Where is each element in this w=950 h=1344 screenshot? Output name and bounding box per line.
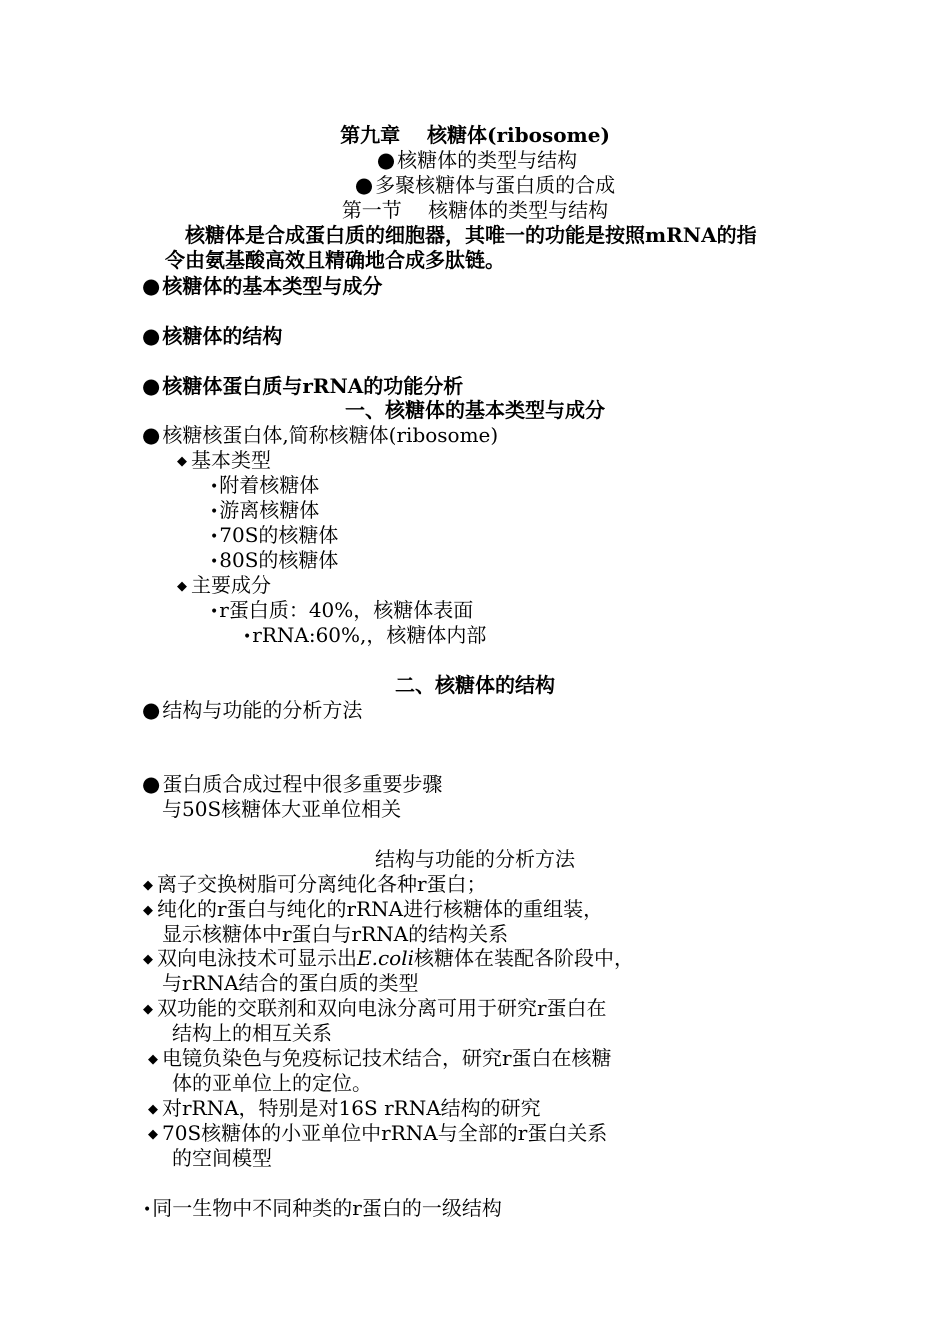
black-diamond-icon: ◆ (177, 579, 187, 594)
method-item-cont: 与rRNA结合的蛋白质的类型 (162, 971, 419, 995)
chapter-title: 第九章 核糖体(ribosome) (340, 123, 610, 147)
item-label: 游离核糖体 (219, 498, 320, 522)
method-item (148, 1046, 612, 1072)
type-item (210, 523, 338, 550)
analysis-method-item (142, 698, 362, 723)
part2-heading: 二、核糖体的结构 (395, 673, 555, 697)
small-dot-icon: • (210, 504, 219, 520)
item-label: 蛋白质合成过程中很多重要步骤 (162, 772, 443, 796)
small-dot-icon: • (210, 479, 219, 495)
method-item-cont: 显示核糖体中r蛋白与rRNA的结构关系 (162, 922, 509, 946)
method-item (148, 1096, 541, 1122)
item-label: 80S的核糖体 (219, 548, 339, 572)
toc-item-label: 多聚核糖体与蛋白质的合成 (375, 173, 616, 197)
component-item (243, 623, 486, 650)
black-circle-icon: ● (142, 323, 161, 348)
black-diamond-icon: ◆ (148, 1127, 158, 1142)
outline-item-basic-types (142, 273, 382, 299)
item-label: 对rRNA，特别是对16S rRNA结构的研究 (162, 1096, 541, 1120)
outline-item-label: 核糖体蛋白质与rRNA的功能分析 (162, 374, 464, 398)
item-label: 主要成分 (191, 573, 271, 597)
black-circle-icon: ● (142, 698, 161, 722)
part1-heading: 一、核糖体的基本类型与成分 (345, 398, 605, 422)
section-title: 第一节 核糖体的类型与结构 (341, 198, 609, 222)
black-circle-icon: ● (142, 423, 161, 447)
black-diamond-icon: ◆ (177, 454, 187, 469)
type-item (210, 548, 338, 575)
black-circle-icon: ● (376, 148, 396, 172)
black-diamond-icon: ◆ (143, 1002, 153, 1017)
ribonucleoprotein-item (142, 423, 498, 448)
black-circle-icon: ● (354, 173, 374, 197)
black-diamond-icon: ◆ (143, 878, 153, 893)
main-components-item (177, 573, 271, 599)
black-circle-icon: ● (142, 273, 161, 298)
protein-synthesis-item-cont: 与50S核糖体大亚单位相关 (162, 797, 402, 821)
item-label: 离子交换树脂可分离纯化各种r蛋白； (157, 872, 487, 896)
outline-item-structure (142, 323, 282, 349)
item-label: 纯化的r蛋白与纯化的rRNA进行核糖体的重组装， (157, 897, 604, 921)
toc-item-types-structure (0, 148, 950, 173)
small-dot-icon: • (243, 629, 252, 645)
method-item-cont: 的空间模型 (172, 1146, 272, 1170)
species-name: E.coli (357, 946, 414, 970)
method-item-cont: 结构上的相互关系 (172, 1021, 332, 1045)
black-circle-icon: ● (142, 373, 161, 398)
type-item (210, 473, 319, 500)
item-label: 双功能的交联剂和双向电泳分离可用于研究r蛋白在 (157, 996, 607, 1020)
method-item (148, 1121, 607, 1147)
protein-synthesis-item (142, 772, 442, 797)
black-diamond-icon: ◆ (148, 1102, 158, 1117)
black-diamond-icon: ◆ (143, 952, 153, 967)
item-label: 核糖核蛋白体,简称核糖体(ribosome) (162, 423, 499, 447)
small-dot-icon: • (210, 529, 219, 545)
item-label: 同一生物中不同种类的r蛋白的一级结构 (152, 1196, 502, 1220)
intro-line-1: 核糖体是合成蛋白质的细胞器，其唯一的功能是按照mRNA的指 (185, 223, 757, 247)
small-dot-icon: • (210, 604, 219, 620)
small-dot-icon: • (210, 554, 219, 570)
black-diamond-icon: ◆ (148, 1052, 158, 1067)
outline-item-label: 核糖体的结构 (162, 324, 283, 348)
method-item (143, 872, 487, 898)
method-item (143, 996, 607, 1022)
item-label: rRNA:60%,，核糖体内部 (252, 623, 487, 647)
small-dot-icon: • (143, 1202, 152, 1218)
toc-item-polysome (0, 173, 950, 198)
item-label: 双向电泳技术可显示出 (157, 946, 357, 970)
item-label: 基本类型 (191, 448, 271, 472)
outline-item-function-analysis (142, 373, 463, 399)
methods-heading: 结构与功能的分析方法 (375, 847, 575, 871)
primary-structure-item (143, 1196, 502, 1223)
method-item (143, 946, 634, 972)
outline-item-label: 核糖体的基本类型与成分 (162, 274, 383, 298)
item-label: 70S核糖体的小亚单位中rRNA与全部的r蛋白关系 (162, 1121, 608, 1145)
item-label: 附着核糖体 (219, 473, 320, 497)
item-label: 电镜负染色与免疫标记技术结合，研究r蛋白在核糖 (162, 1046, 612, 1070)
toc-item-label: 核糖体的类型与结构 (397, 148, 578, 172)
item-label: 70S的核糖体 (219, 523, 339, 547)
item-label: 核糖体在装配各阶段中， (414, 946, 634, 970)
method-item (143, 897, 603, 923)
intro-line-2: 令由氨基酸高效且精确地合成多肽链。 (165, 248, 505, 272)
black-diamond-icon: ◆ (143, 903, 153, 918)
item-label: 结构与功能的分析方法 (162, 698, 363, 722)
method-item-cont: 体的亚单位上的定位。 (172, 1071, 372, 1095)
black-circle-icon: ● (142, 772, 161, 796)
type-item (210, 498, 319, 525)
component-item (210, 598, 473, 625)
basic-types-item (177, 448, 271, 474)
item-label: r蛋白质：40%，核糖体表面 (219, 598, 474, 622)
